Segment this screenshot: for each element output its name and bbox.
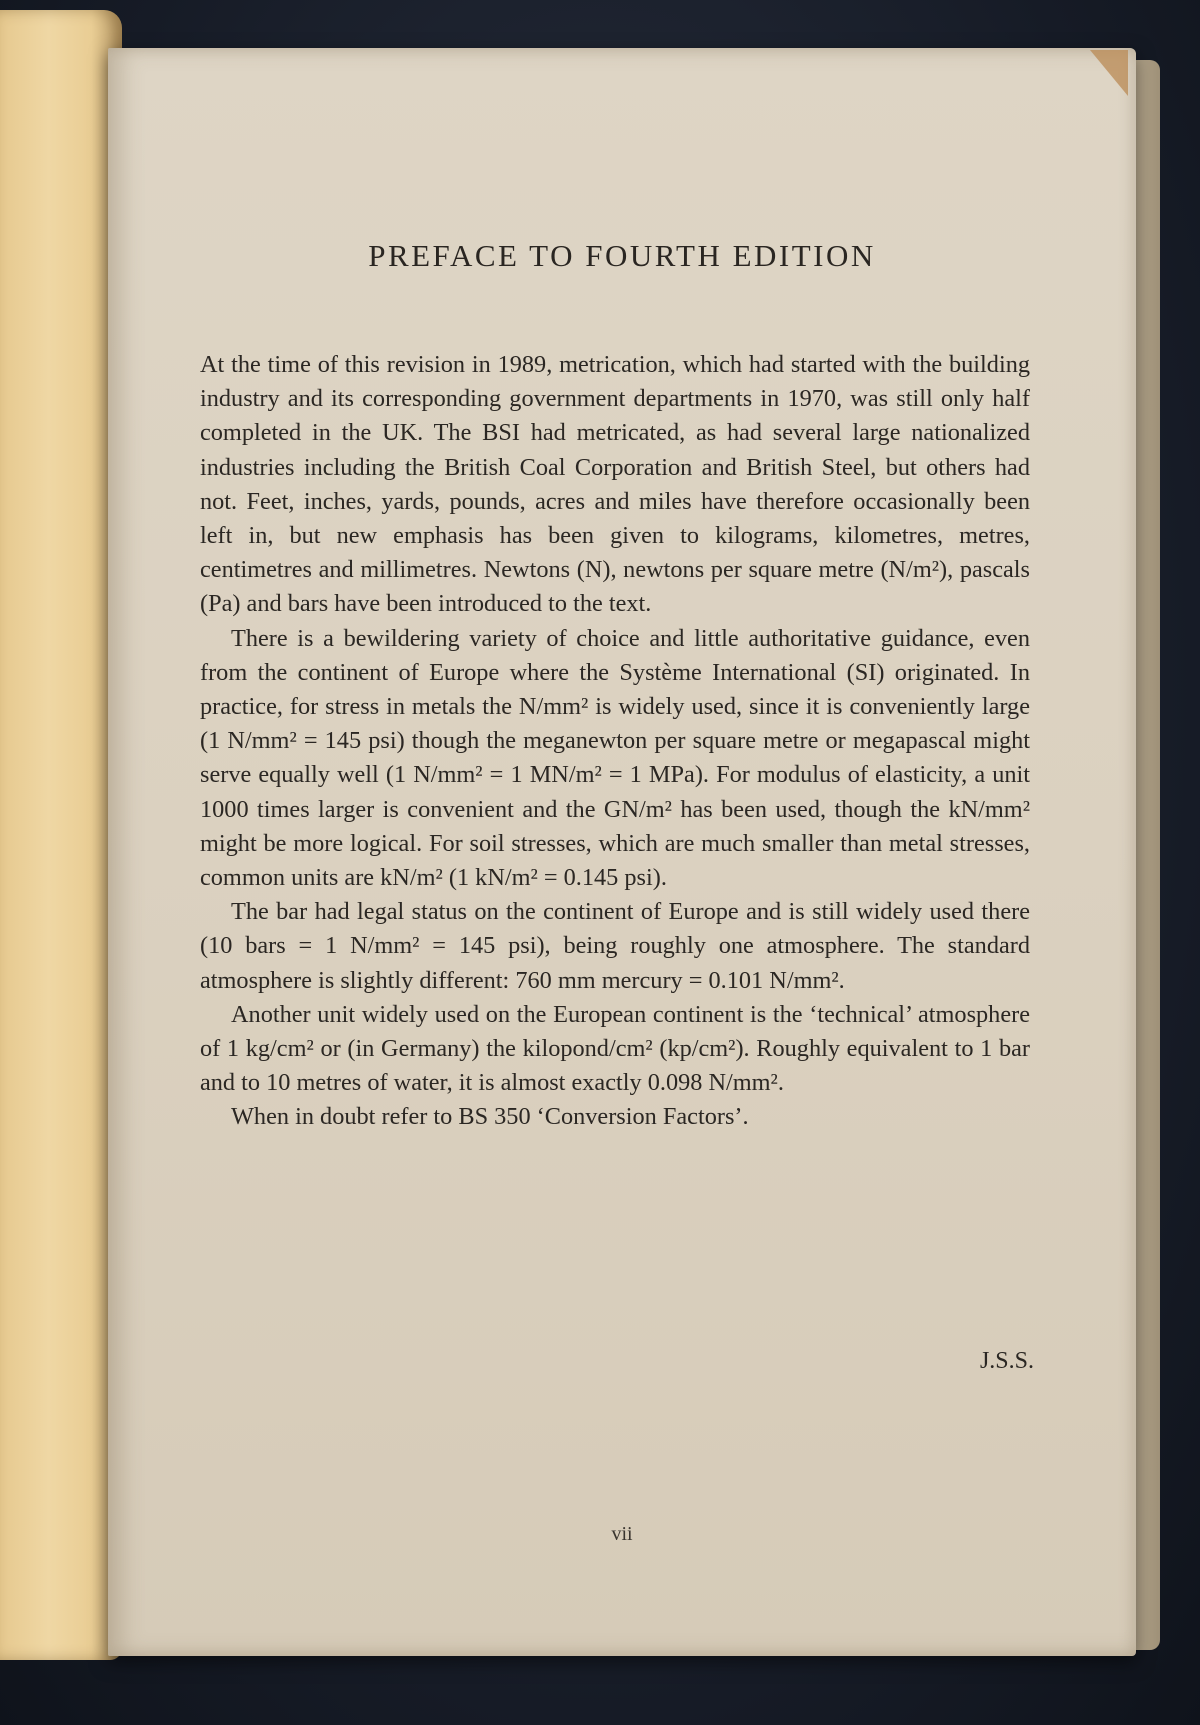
paragraph-5: When in doubt refer to BS 350 ‘Conversion Factors’.	[231, 1103, 749, 1131]
folded-corner	[1090, 50, 1128, 96]
page-title: PREFACE TO FOURTH EDITION	[368, 238, 876, 273]
preface-body	[200, 348, 1030, 1135]
author-initials: J.S.S.	[979, 1348, 1034, 1374]
paragraph-1: At the time of this revision in 1989, metrication, which had started with the building industry and its corresponding government departments in 1970, was still only half completed in the UK. The BSI had metricated, as had several large nationalized industries including the British Coal Corporation and British Steel, but others had not. Feet, inches, yards, pounds, acres and miles have therefore occasionally been left in, but new emphasis has been given to kilograms, kilometres, metres, centimetres and millimetres. Newtons (N), newtons per square metre (N/m²), pascals (Pa) and bars have been introduced to the text.	[200, 351, 1030, 618]
paragraph-2: There is a bewildering variety of choice and little authoritative guidance, even from the continent of Europe where the Système International (SI) originated. In practice, for stress in metals the N/mm² is widely used, since it is conveniently large (1 N/mm² = 145 psi) though the meganewton per square metre or megapascal might serve equally well (1 N/mm² = 1 MN/m² = 1 MPa). For modulus of elasticity, a unit 1000 times larger is convenient and the GN/m² has been used, though the kN/mm² might be more logical. For soil stresses, which are much smaller than metal stresses, common units are kN/m² (1 kN/m² = 0.145 psi).	[200, 624, 1030, 892]
page-number: vii	[611, 1523, 633, 1545]
paragraph-3: The bar had legal status on the continent of Europe and is still widely used there (10 bars = 1 N/mm² = 145 psi), being roughly one atmosphere. The standard atmosphere is slightly different: 760 mm mercury = 0.101 N/mm².	[200, 898, 1030, 994]
paragraph-4: Another unit widely used on the European continent is the ‘technical’ atmosphere of 1 kg/cm² or (in Germany) the kilopond/cm² (kp/cm²). Roughly equivalent to 1 bar and to 10 metres of water, it is almost exactly 0.098 N/mm².	[200, 1000, 1030, 1097]
facing-page	[0, 10, 122, 1660]
book-page	[108, 48, 1136, 1656]
